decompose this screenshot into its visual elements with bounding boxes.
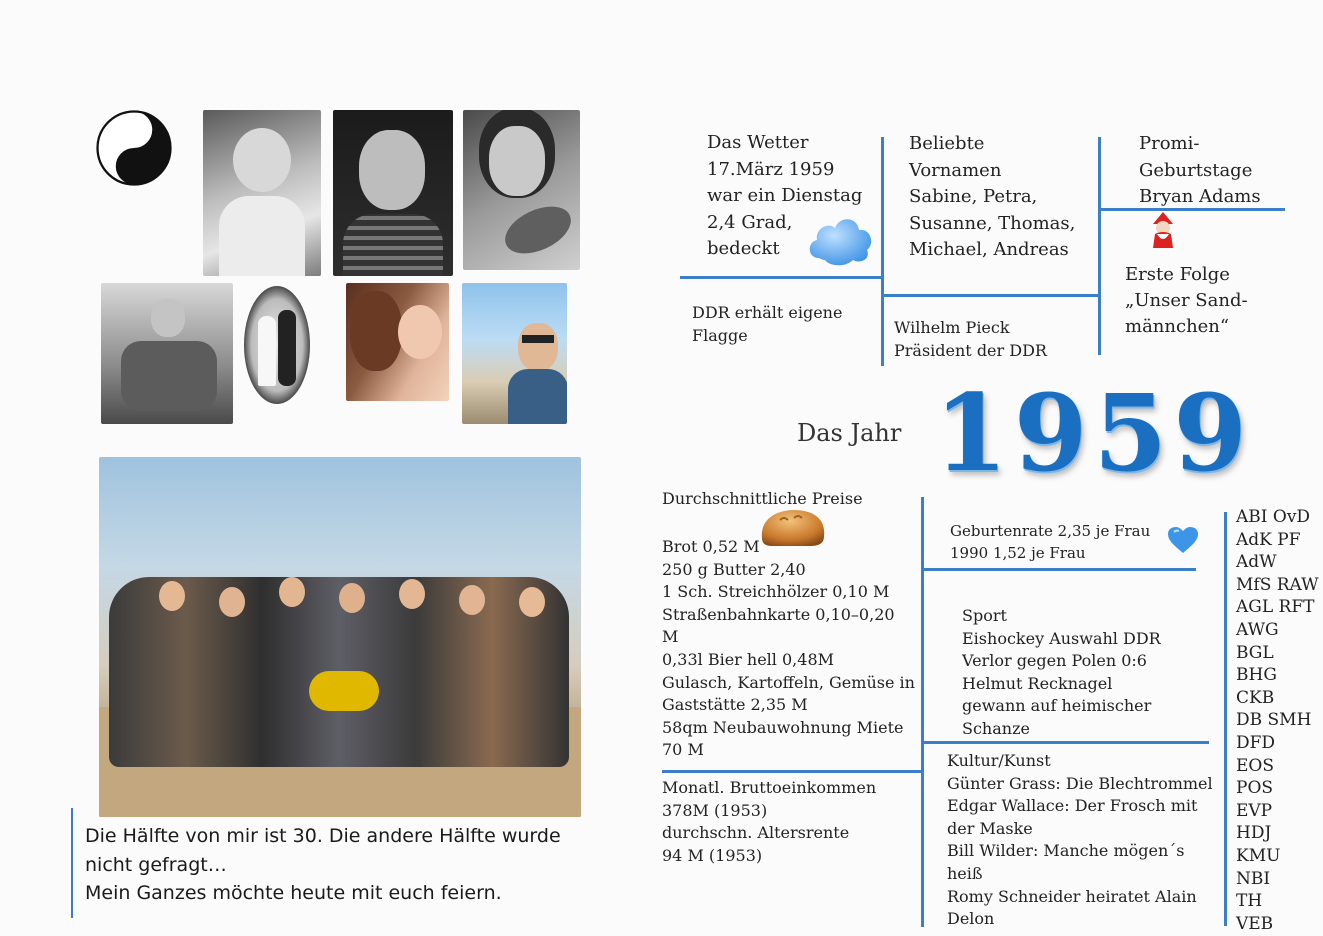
abbreviation-item: AdK PF: [1236, 529, 1301, 550]
sandmann-block: Erste Folge „Unser Sand- männchen“: [1125, 264, 1248, 337]
quote-text: Die Hälfte von mir ist 30. Die andere Hälfte wurde nicht gefragt… Mein Ganzes möchte heute mit euch feiern.: [85, 825, 561, 904]
abbreviation-item: DFD: [1236, 732, 1276, 753]
sandman-icon: [1143, 210, 1183, 250]
abbreviation-item: BHG: [1236, 665, 1277, 686]
photo-guitarist: [463, 110, 580, 270]
abbreviation-item: NBI: [1236, 868, 1271, 889]
abbreviation-item: TH: [1236, 891, 1263, 912]
kultur-block: Kultur/Kunst Günter Grass: Die Blechtrommel Edgar Wallace: Der Frosch mit der Maske Bill Wilder: Manche mögen´s heiß Romy Schneider heiratet Alain Delon: [947, 751, 1213, 929]
photo-boy: [333, 110, 453, 276]
abbreviation-item: HDJ: [1236, 823, 1272, 844]
abbreviation-item: AdW: [1236, 552, 1277, 573]
abbreviation-item: CKB: [1236, 687, 1275, 708]
photo-father-baby: [346, 283, 449, 401]
abbreviation-item: AWG: [1236, 619, 1279, 640]
abbreviation-item: EOS: [1236, 755, 1274, 776]
heart-icon: [1167, 526, 1199, 554]
photo-baby: [203, 110, 321, 276]
abbreviation-item: BGL: [1236, 642, 1274, 663]
promi-block: Promi- Geburtstage Bryan Adams: [1139, 133, 1261, 207]
year-value: 1959: [934, 370, 1254, 495]
pieck-block: Wilhelm Pieck Präsident der DDR: [894, 318, 1047, 360]
income-block: Monatl. Bruttoeinkommen 378M (1953) durchschn. Altersrente 94 M (1953): [662, 778, 877, 865]
abbreviation-item: VEB: [1236, 913, 1274, 934]
yin-yang-icon: [92, 110, 176, 186]
birthrate-block: Geburtenrate 2,35 je Frau 1990 1,52 je Frau: [950, 522, 1151, 562]
flag-block: DDR erhält eigene Flagge: [692, 303, 843, 345]
abbreviations-list: [1236, 506, 1319, 935]
weather-block: Das Wetter 17.März 1959 war ein Dienstag 2,4 Grad, bedeckt: [707, 132, 863, 259]
photo-soldier: [101, 283, 233, 424]
year-label: Das Jahr: [797, 419, 902, 447]
abbreviation-item: AGL RFT: [1236, 597, 1315, 618]
prices-list: Brot 0,52 M 250 g Butter 2,40 1 Sch. Streichhölzer 0,10 M Straßenbahnkarte 0,10–0,20 M 0,33l Bier hell 0,48M Gulasch, Kartoffeln, Gemüse in Gaststätte 2,35 M 58qm Neubauwohnung Miete 70 M: [662, 537, 915, 760]
abbreviation-item: DB SMH: [1236, 710, 1312, 731]
photo-selfie-beach: [462, 283, 567, 424]
photo-wedding: [244, 286, 310, 404]
abbreviation-item: MfS RAW: [1236, 574, 1319, 595]
abbreviation-item: POS: [1236, 778, 1274, 799]
cloud-icon: [805, 208, 877, 268]
quote-bar: [71, 808, 73, 918]
abbreviation-item: EVP: [1236, 800, 1273, 821]
names-block: Beliebte Vornamen Sabine, Petra, Susanne, Thomas, Michael, Andreas: [909, 133, 1076, 260]
prices-heading: Durchschnittliche Preise: [662, 489, 863, 508]
abbreviation-item: ABI OvD: [1236, 507, 1311, 527]
abbreviation-item: KMU: [1236, 845, 1281, 866]
sport-block: Sport Eishockey Auswahl DDR Verlor gegen Polen 0:6 Helmut Recknagel gewann auf heimischer Schanze: [962, 606, 1161, 738]
photo-group: [99, 457, 581, 817]
